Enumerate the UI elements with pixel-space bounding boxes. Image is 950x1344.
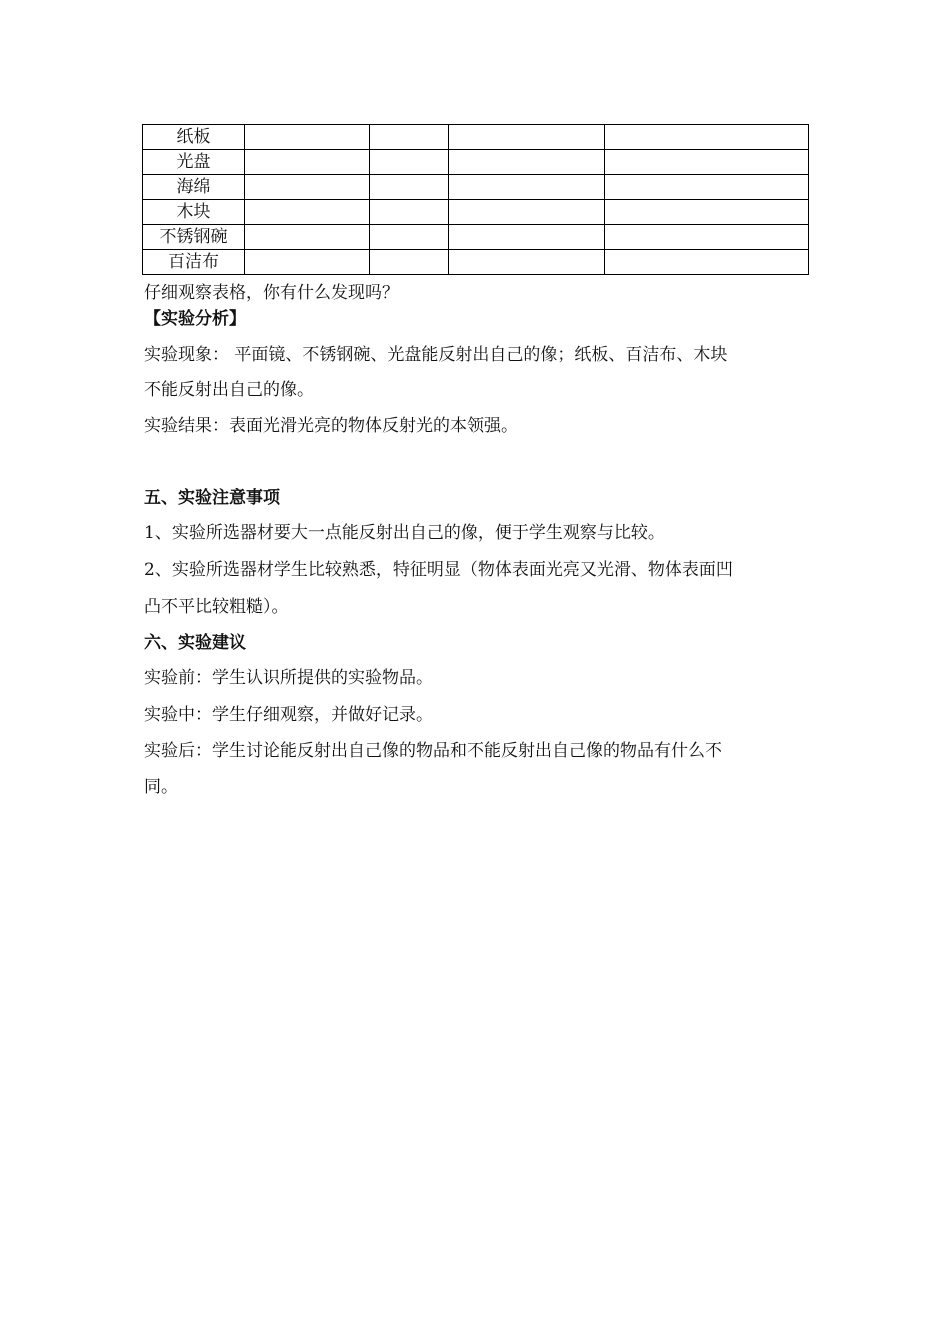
empty-cell (605, 200, 809, 225)
empty-cell (605, 225, 809, 250)
table-row (143, 250, 809, 275)
precaution-item-2-line-2: 凸不平比较粗糙）。 (144, 597, 289, 617)
empty-cell (245, 150, 370, 175)
material-cell: 海绵 (143, 175, 245, 200)
empty-cell (449, 200, 605, 225)
material-cell: 纸板 (143, 125, 245, 150)
table-row (143, 150, 809, 175)
suggestion-after-line-1: 实验后：学生讨论能反射出自己像的物品和不能反射出自己像的物品有什么不 (144, 741, 722, 761)
empty-cell (370, 225, 449, 250)
suggestion-after-line-2: 同。 (144, 777, 178, 797)
empty-cell (449, 250, 605, 275)
result-text: 实验结果：表面光滑光亮的物体反射光的本领强。 (144, 416, 518, 436)
empty-cell (605, 125, 809, 150)
precaution-item-2-line-1: 2、实验所选器材学生比较熟悉，特征明显（物体表面光亮又光滑、物体表面凹 (144, 560, 733, 580)
table-row (143, 200, 809, 225)
empty-cell (245, 200, 370, 225)
analysis-heading: 【实验分析】 (144, 309, 246, 329)
material-cell: 木块 (143, 200, 245, 225)
table-row (143, 175, 809, 200)
empty-cell (370, 200, 449, 225)
empty-cell (245, 175, 370, 200)
empty-cell (605, 250, 809, 275)
empty-cell (370, 150, 449, 175)
empty-cell (245, 225, 370, 250)
empty-cell (449, 125, 605, 150)
table-row (143, 125, 809, 150)
phenomenon-text-line-1: 实验现象： 平面镜、不锈钢碗、光盘能反射出自己的像；纸板、百洁布、木块 (144, 345, 728, 365)
empty-cell (245, 250, 370, 275)
section-five-heading: 五、实验注意事项 (144, 488, 280, 508)
section-six-heading: 六、实验建议 (144, 633, 246, 653)
empty-cell (449, 150, 605, 175)
observation-table (142, 124, 809, 275)
material-cell: 光盘 (143, 150, 245, 175)
empty-cell (370, 175, 449, 200)
suggestion-before: 实验前：学生认识所提供的实验物品。 (144, 668, 433, 688)
empty-cell (449, 175, 605, 200)
phenomenon-text-line-2: 不能反射出自己的像。 (144, 380, 314, 400)
table-row (143, 225, 809, 250)
empty-cell (370, 250, 449, 275)
material-cell: 百洁布 (143, 250, 245, 275)
empty-cell (449, 225, 605, 250)
empty-cell (370, 125, 449, 150)
table-question: 仔细观察表格，你有什么发现吗？ (144, 283, 399, 303)
empty-cell (605, 150, 809, 175)
empty-cell (605, 175, 809, 200)
empty-cell (245, 125, 370, 150)
material-cell: 不锈钢碗 (143, 225, 245, 250)
precaution-item-1: 1、实验所选器材要大一点能反射出自己的像，便于学生观察与比较。 (144, 523, 665, 543)
suggestion-during: 实验中：学生仔细观察，并做好记录。 (144, 705, 433, 725)
